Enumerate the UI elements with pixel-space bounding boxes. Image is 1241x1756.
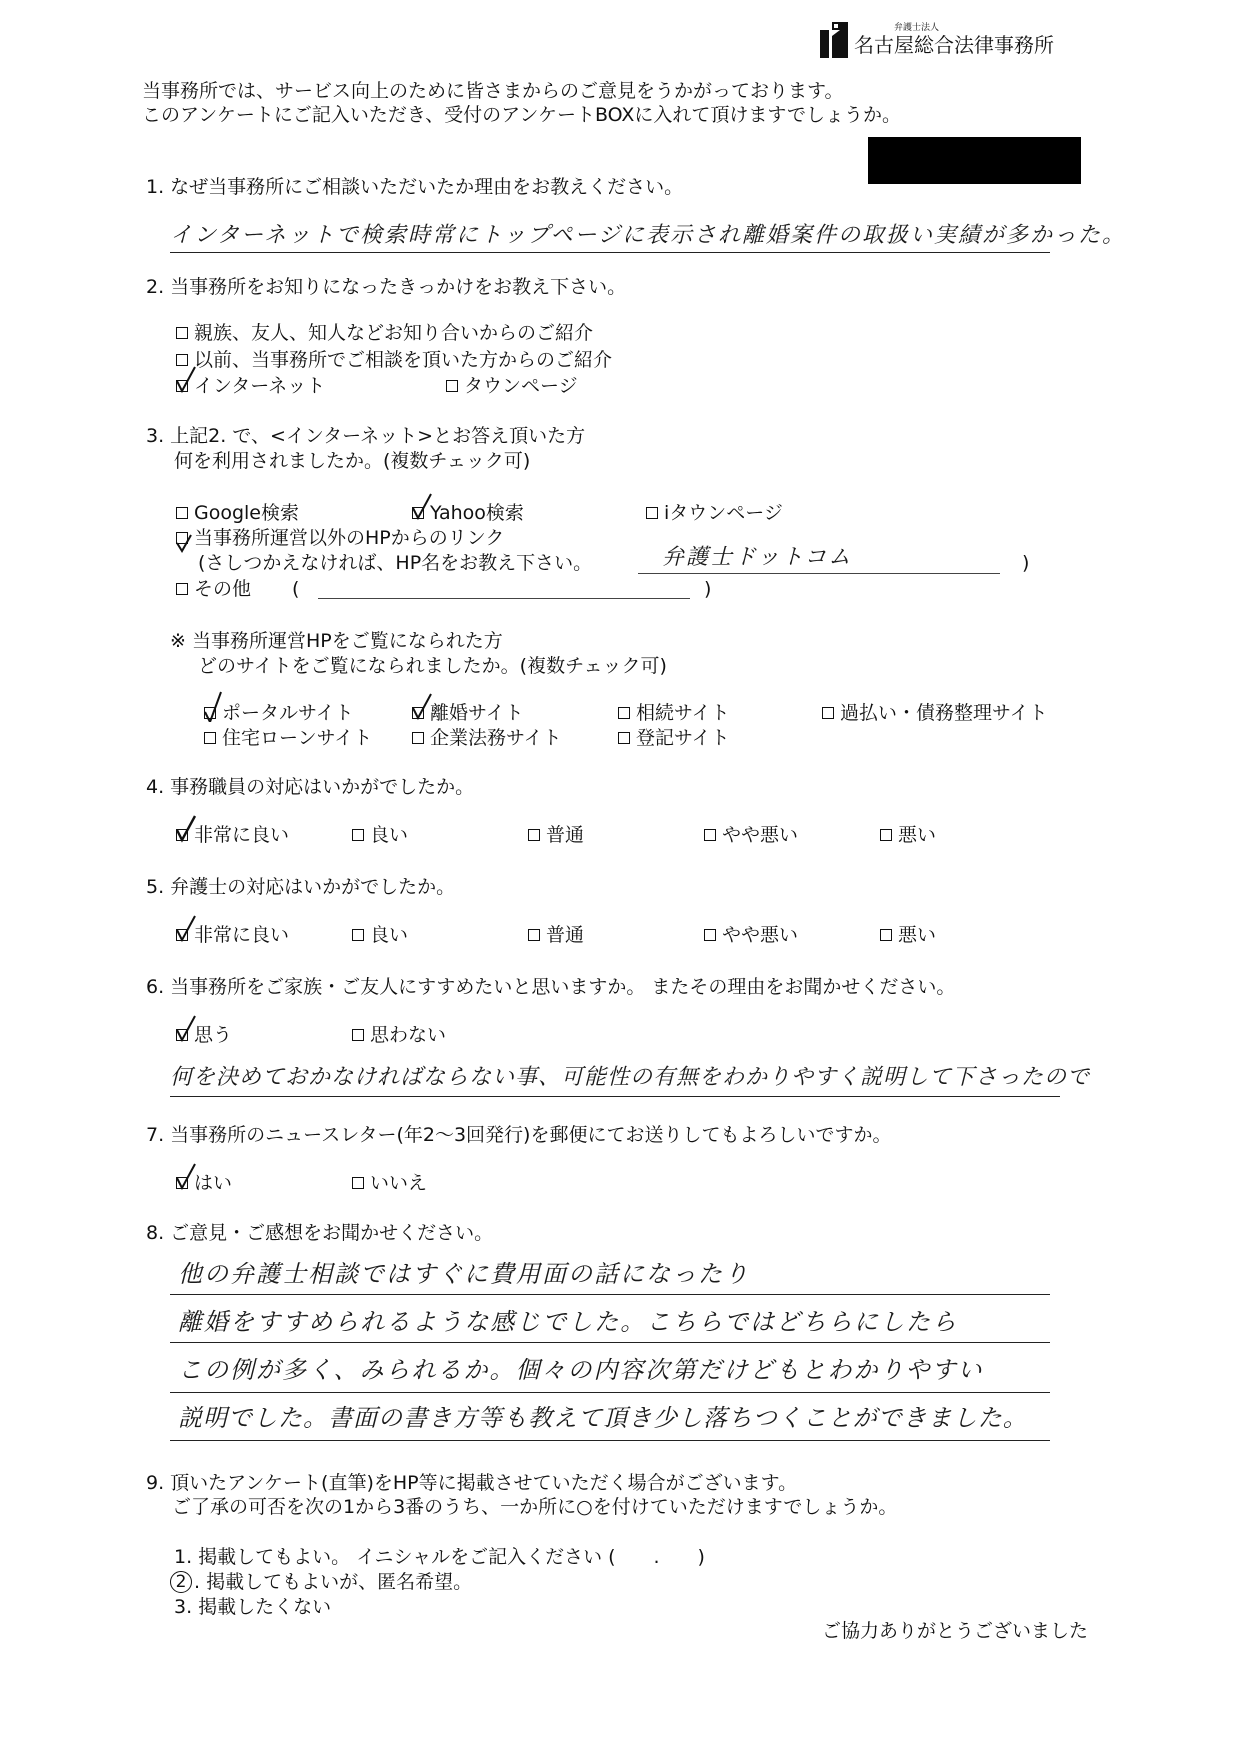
checkbox[interactable]: [176, 354, 188, 366]
q4-option-somewhat-bad[interactable]: [704, 824, 798, 846]
checkbox-checked[interactable]: [204, 707, 216, 719]
option-label: 良い: [370, 824, 409, 846]
checkbox[interactable]: [704, 829, 716, 841]
option-label: iタウンページ: [664, 502, 783, 524]
q8-rule-3: [170, 1392, 1050, 1393]
checkbox-checked[interactable]: [176, 1177, 188, 1189]
q6-label: 6. 当事務所をご家族・ご友人にすすめたいと思いますか。 またその理由をお聞かせください。: [146, 976, 956, 998]
checkbox[interactable]: [352, 1177, 364, 1189]
q4-option-bad[interactable]: [880, 824, 936, 846]
option-label: タウンページ: [464, 375, 578, 397]
q3-label-1: 3. 上記2. で、<インターネット>とお答え頂いた方: [146, 425, 586, 447]
q9-option-1[interactable]: 1. 掲載してもよい。 イニシャルをご記入ください ( . ): [174, 1546, 705, 1568]
q7-option-yes[interactable]: [176, 1172, 232, 1194]
q5-option-good[interactable]: [352, 924, 408, 946]
checkbox[interactable]: [176, 507, 188, 519]
q6-answer[interactable]: 何を決めておかなければならない事、可能性の有無をわかりやすく説明して下さったので: [170, 1065, 1091, 1090]
q2-option-3[interactable]: [176, 375, 325, 397]
q9-option-3[interactable]: 3. 掲載したくない: [174, 1596, 332, 1618]
q1-label: 1. なぜ当事務所にご相談いただいたか理由をお教えください。: [146, 176, 684, 198]
q5-option-somewhat-bad[interactable]: [704, 924, 798, 946]
checkbox[interactable]: [352, 1029, 364, 1041]
option-label: 良い: [370, 924, 409, 946]
option-label: やや悪い: [722, 824, 799, 846]
checkbox[interactable]: [704, 929, 716, 941]
q3-link-close-paren: ): [1022, 552, 1030, 574]
intro-line-1: 当事務所では、サービス向上のために皆さまからのご意見をうかがっております。: [142, 80, 844, 102]
q1-answer[interactable]: インターネットで検索時常にトップページに表示され離婚案件の取扱い実績が多かった。: [170, 223, 1127, 248]
checkbox[interactable]: [352, 829, 364, 841]
option-label: 当事務所運営以外のHPからのリンク: [194, 527, 505, 549]
checkbox-checked[interactable]: [176, 1029, 188, 1041]
q3-site-inheritance[interactable]: [618, 702, 730, 724]
option-label: 相続サイト: [636, 702, 730, 724]
option-label: その他: [194, 578, 252, 600]
q6-option-no[interactable]: [352, 1024, 446, 1046]
q8-answer-line-2[interactable]: 離婚をすすめられるような感じでした。こちらではどちらにしたら: [178, 1308, 958, 1336]
q3-site-housing-loan[interactable]: [204, 727, 372, 749]
firm-logo-mark-icon: [820, 22, 848, 58]
checkbox[interactable]: [528, 829, 540, 841]
checkbox-checked[interactable]: [176, 532, 188, 544]
q9-option-2[interactable]: [174, 1571, 472, 1593]
q4-label: 4. 事務職員の対応はいかがでしたか。: [146, 776, 475, 798]
checkbox[interactable]: [880, 829, 892, 841]
q9-label-2: ご了承の可否を次の1から3番のうち、一か所に○を付けていただけますでしょうか。: [172, 1496, 898, 1518]
option-label: Google検索: [194, 502, 300, 524]
checkbox[interactable]: [822, 707, 834, 719]
closing-thanks: ご協力ありがとうございました: [822, 1620, 1089, 1642]
checkbox[interactable]: [880, 929, 892, 941]
checkbox[interactable]: [412, 732, 424, 744]
checkbox[interactable]: [618, 707, 630, 719]
q3-site-divorce[interactable]: [412, 702, 524, 724]
q9-label-1: 9. 頂いたアンケート(直筆)をHP等に掲載させていただく場合がございます。: [146, 1472, 798, 1494]
q3-option-itownpage[interactable]: [646, 502, 783, 524]
option-label: Yahoo検索: [430, 502, 524, 524]
q8-answer-line-1[interactable]: 他の弁護士相談ではすぐに費用面の話になったり: [178, 1260, 750, 1288]
checkbox[interactable]: [176, 583, 188, 595]
q3-option-google[interactable]: [176, 502, 299, 524]
firm-logo: [820, 22, 1054, 58]
q8-answer-line-4[interactable]: 説明でした。書面の書き方等も教えて頂き少し落ちつくことができました。: [178, 1404, 1028, 1432]
checkbox[interactable]: [646, 507, 658, 519]
q3-site-corporate[interactable]: [412, 727, 562, 749]
q3-site-debt[interactable]: [822, 702, 1048, 724]
q2-option-4[interactable]: [446, 375, 578, 397]
option-label: ポータルサイト: [222, 702, 354, 724]
option-label: 企業法務サイト: [430, 727, 562, 749]
checkbox-checked[interactable]: [176, 829, 188, 841]
q8-rule-1: [170, 1294, 1050, 1295]
option-label: やや悪い: [722, 924, 799, 946]
q8-label: 8. ご意見・ご感想をお聞かせください。: [146, 1222, 494, 1244]
option-label: 悪い: [898, 824, 937, 846]
checkbox[interactable]: [176, 327, 188, 339]
checkbox-checked[interactable]: [412, 507, 424, 519]
checkbox-checked[interactable]: [176, 380, 188, 392]
option-label: 思わない: [370, 1024, 447, 1046]
q1-answer-line: [170, 252, 1050, 253]
circled-number: 2: [170, 1571, 192, 1593]
q3-link-answer[interactable]: 弁護士ドットコム: [662, 545, 853, 570]
intro-line-2: このアンケートにご記入いただき、受付のアンケートBOXに入れて頂けますでしょうか。: [142, 104, 901, 126]
option-label: いいえ: [370, 1172, 428, 1194]
q3-option-other[interactable]: [176, 578, 251, 600]
option-label: 悪い: [898, 924, 937, 946]
q2-option-1[interactable]: [176, 322, 593, 344]
option-label: 普通: [546, 824, 585, 846]
q7-option-no[interactable]: [352, 1172, 427, 1194]
q8-rule-2: [170, 1342, 1050, 1343]
q5-option-normal[interactable]: [528, 924, 584, 946]
q3-option-link[interactable]: [176, 527, 504, 549]
q2-label: 2. 当事務所をお知りになったきっかけをお教え下さい。: [146, 276, 627, 298]
q4-option-very-good[interactable]: [176, 824, 289, 846]
q5-label: 5. 弁護士の対応はいかがでしたか。: [146, 876, 456, 898]
q3-site-registry[interactable]: [618, 727, 730, 749]
option-label: . 掲載してもよいが、匿名希望。: [194, 1571, 473, 1593]
checkbox[interactable]: [204, 732, 216, 744]
q3-link-answer-line: [638, 573, 1000, 574]
checkbox[interactable]: [446, 380, 458, 392]
q3-other-open-paren: (: [292, 578, 300, 600]
q5-option-bad[interactable]: [880, 924, 936, 946]
q8-rule-4: [170, 1440, 1050, 1441]
q6-option-yes[interactable]: [176, 1024, 232, 1046]
option-label: 住宅ローンサイト: [222, 727, 373, 749]
option-label: 普通: [546, 924, 585, 946]
q8-answer-line-3[interactable]: この例が多く、みられるか。個々の内容次第だけどもとわかりやすい: [178, 1356, 984, 1384]
option-label: 登記サイト: [636, 727, 730, 749]
option-label: 親族、友人、知人などお知り合いからのご紹介: [194, 322, 594, 344]
q4-option-good[interactable]: [352, 824, 408, 846]
redaction-box: [868, 137, 1081, 184]
q3-option-yahoo[interactable]: [412, 502, 524, 524]
option-label: 思う: [194, 1024, 233, 1046]
logo-subtitle: 弁護士法人: [894, 23, 940, 33]
checkbox-checked[interactable]: [176, 929, 188, 941]
q3-other-line[interactable]: [318, 598, 690, 599]
checkbox[interactable]: [528, 929, 540, 941]
option-label: 非常に良い: [194, 824, 290, 846]
q4-option-normal[interactable]: [528, 824, 584, 846]
q2-option-2[interactable]: [176, 349, 612, 371]
option-label: 以前、当事務所でご相談を頂いた方からのご紹介: [194, 349, 613, 371]
q6-answer-line: [170, 1096, 1060, 1097]
option-label: インターネット: [194, 375, 326, 397]
q3-link-note: (さしつかえなければ、HP名をお教え下さい。: [198, 552, 593, 574]
option-label: はい: [194, 1172, 233, 1194]
logo-name: 名古屋総合法律事務所: [854, 33, 1054, 57]
q5-option-very-good[interactable]: [176, 924, 289, 946]
q3-other-close-paren: ): [704, 578, 712, 600]
option-label: 過払い・債務整理サイト: [840, 702, 1048, 724]
option-label: 非常に良い: [194, 924, 290, 946]
checkbox[interactable]: [352, 929, 364, 941]
q3-sub-label-2: どのサイトをご覧になられましたか。(複数チェック可): [198, 655, 667, 677]
q3-label-2: 何を利用されましたか。(複数チェック可): [174, 450, 531, 472]
q3-sub-label-1: ※ 当事務所運営HPをご覧になられた方: [170, 630, 503, 652]
checkbox-checked[interactable]: [412, 707, 424, 719]
q3-site-portal[interactable]: [204, 702, 354, 724]
q7-label: 7. 当事務所のニュースレター(年2～3回発行)を郵便にてお送りしてもよろしいですか。: [146, 1124, 892, 1146]
checkbox[interactable]: [618, 732, 630, 744]
option-label: 離婚サイト: [430, 702, 524, 724]
